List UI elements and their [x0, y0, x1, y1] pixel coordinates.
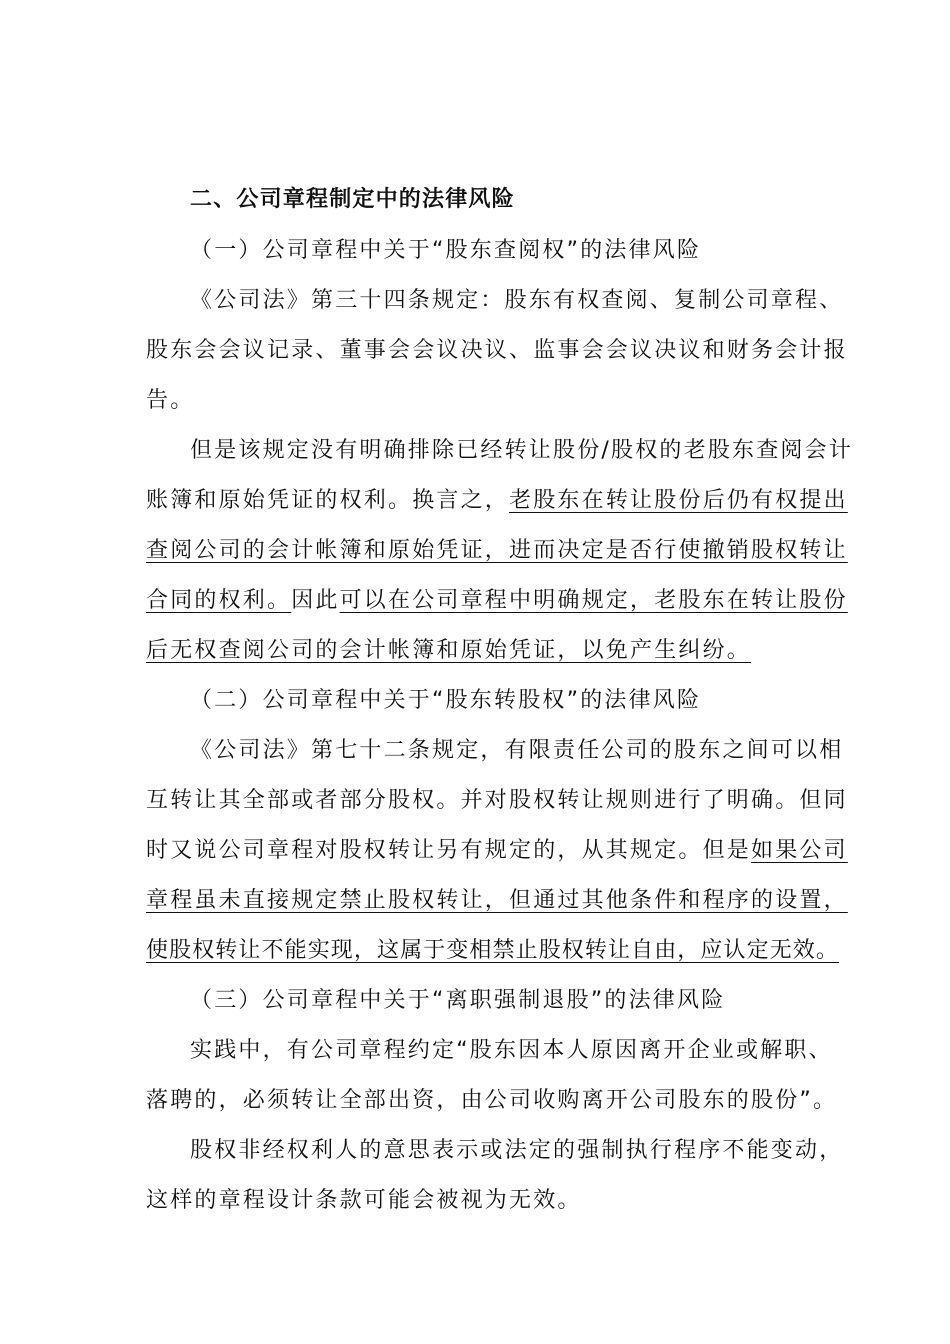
- subsection-heading-1: （一）公司章程中关于“股东查阅权”的法律风险: [190, 238, 702, 263]
- subsection-heading-2: （二）公司章程中关于“股东转股权”的法律风险: [190, 688, 702, 713]
- underlined-text: 章程虽未直接规定禁止股权转让，但通过其他条件和程序的设置，: [146, 888, 848, 913]
- paragraph-line: 股东会会议记录、董事会会议决议、监事会会议决议和财务会计报: [146, 338, 848, 363]
- underlined-text: 查阅公司的会计帐簿和原始凭证，进而决定是否行使撤销股权转让: [146, 538, 848, 563]
- paragraph-line: [146, 536, 848, 566]
- paragraph-line: [146, 836, 848, 866]
- paragraph-line: 《公司法》第三十四条规定：股东有权查阅、复制公司章程、: [190, 288, 844, 313]
- underlined-text: 如果公司: [751, 838, 848, 863]
- underlined-text: 后无权查阅公司的会计帐簿和原始凭证，以免产生纠纷。: [146, 638, 752, 663]
- underlined-text: 合同的权利。: [146, 588, 292, 613]
- paragraph-line: [146, 936, 840, 966]
- text-run: 账簿和原始凭证的权利。换言之，: [146, 488, 510, 513]
- paragraph-line: 这样的章程设计条款可能会被视为无效。: [146, 1188, 582, 1213]
- text-run: 因此: [291, 588, 340, 613]
- subsection-heading-3: （三）公司章程中关于“离职强制退股”的法律风险: [190, 988, 726, 1013]
- paragraph-line: 股权非经权利人的意思表示或法定的强制执行程序不能变动，: [190, 1138, 844, 1163]
- underlined-text: 使股权转让不能实现，这属于变相禁止股权转让自由，应认定无效。: [146, 938, 840, 963]
- underlined-text: 可以在公司章程中明确规定，老股东在转让股份: [339, 588, 848, 613]
- underlined-text: 老股东在转让股份后仍有权提出: [509, 488, 848, 513]
- paragraph-line: [146, 586, 848, 616]
- text-run: 时又说公司章程对股权转让另有规定的，从其规定。但是: [146, 838, 752, 863]
- paragraph-line: 落聘的，必须转让全部出资，由公司收购离开公司股东的股份”。: [146, 1088, 838, 1113]
- paragraph-line: 但是该规定没有明确排除已经转让股份/股权的老股东查阅会计: [190, 438, 854, 463]
- paragraph-line: 互转让其全部或者部分股权。并对股权转让规则进行了明确。但同: [146, 788, 848, 813]
- paragraph-line: 实践中，有公司章程约定“股东因本人原因离开企业或解职、: [190, 1038, 833, 1063]
- section-heading: 二、公司章程制定中的法律风险: [190, 187, 515, 212]
- paragraph-line: [146, 486, 848, 516]
- paragraph-line: 《公司法》第七十二条规定，有限责任公司的股东之间可以相: [190, 738, 844, 763]
- paragraph-line: [146, 886, 848, 916]
- paragraph-line: [146, 636, 826, 666]
- paragraph-line: 告。: [146, 388, 195, 413]
